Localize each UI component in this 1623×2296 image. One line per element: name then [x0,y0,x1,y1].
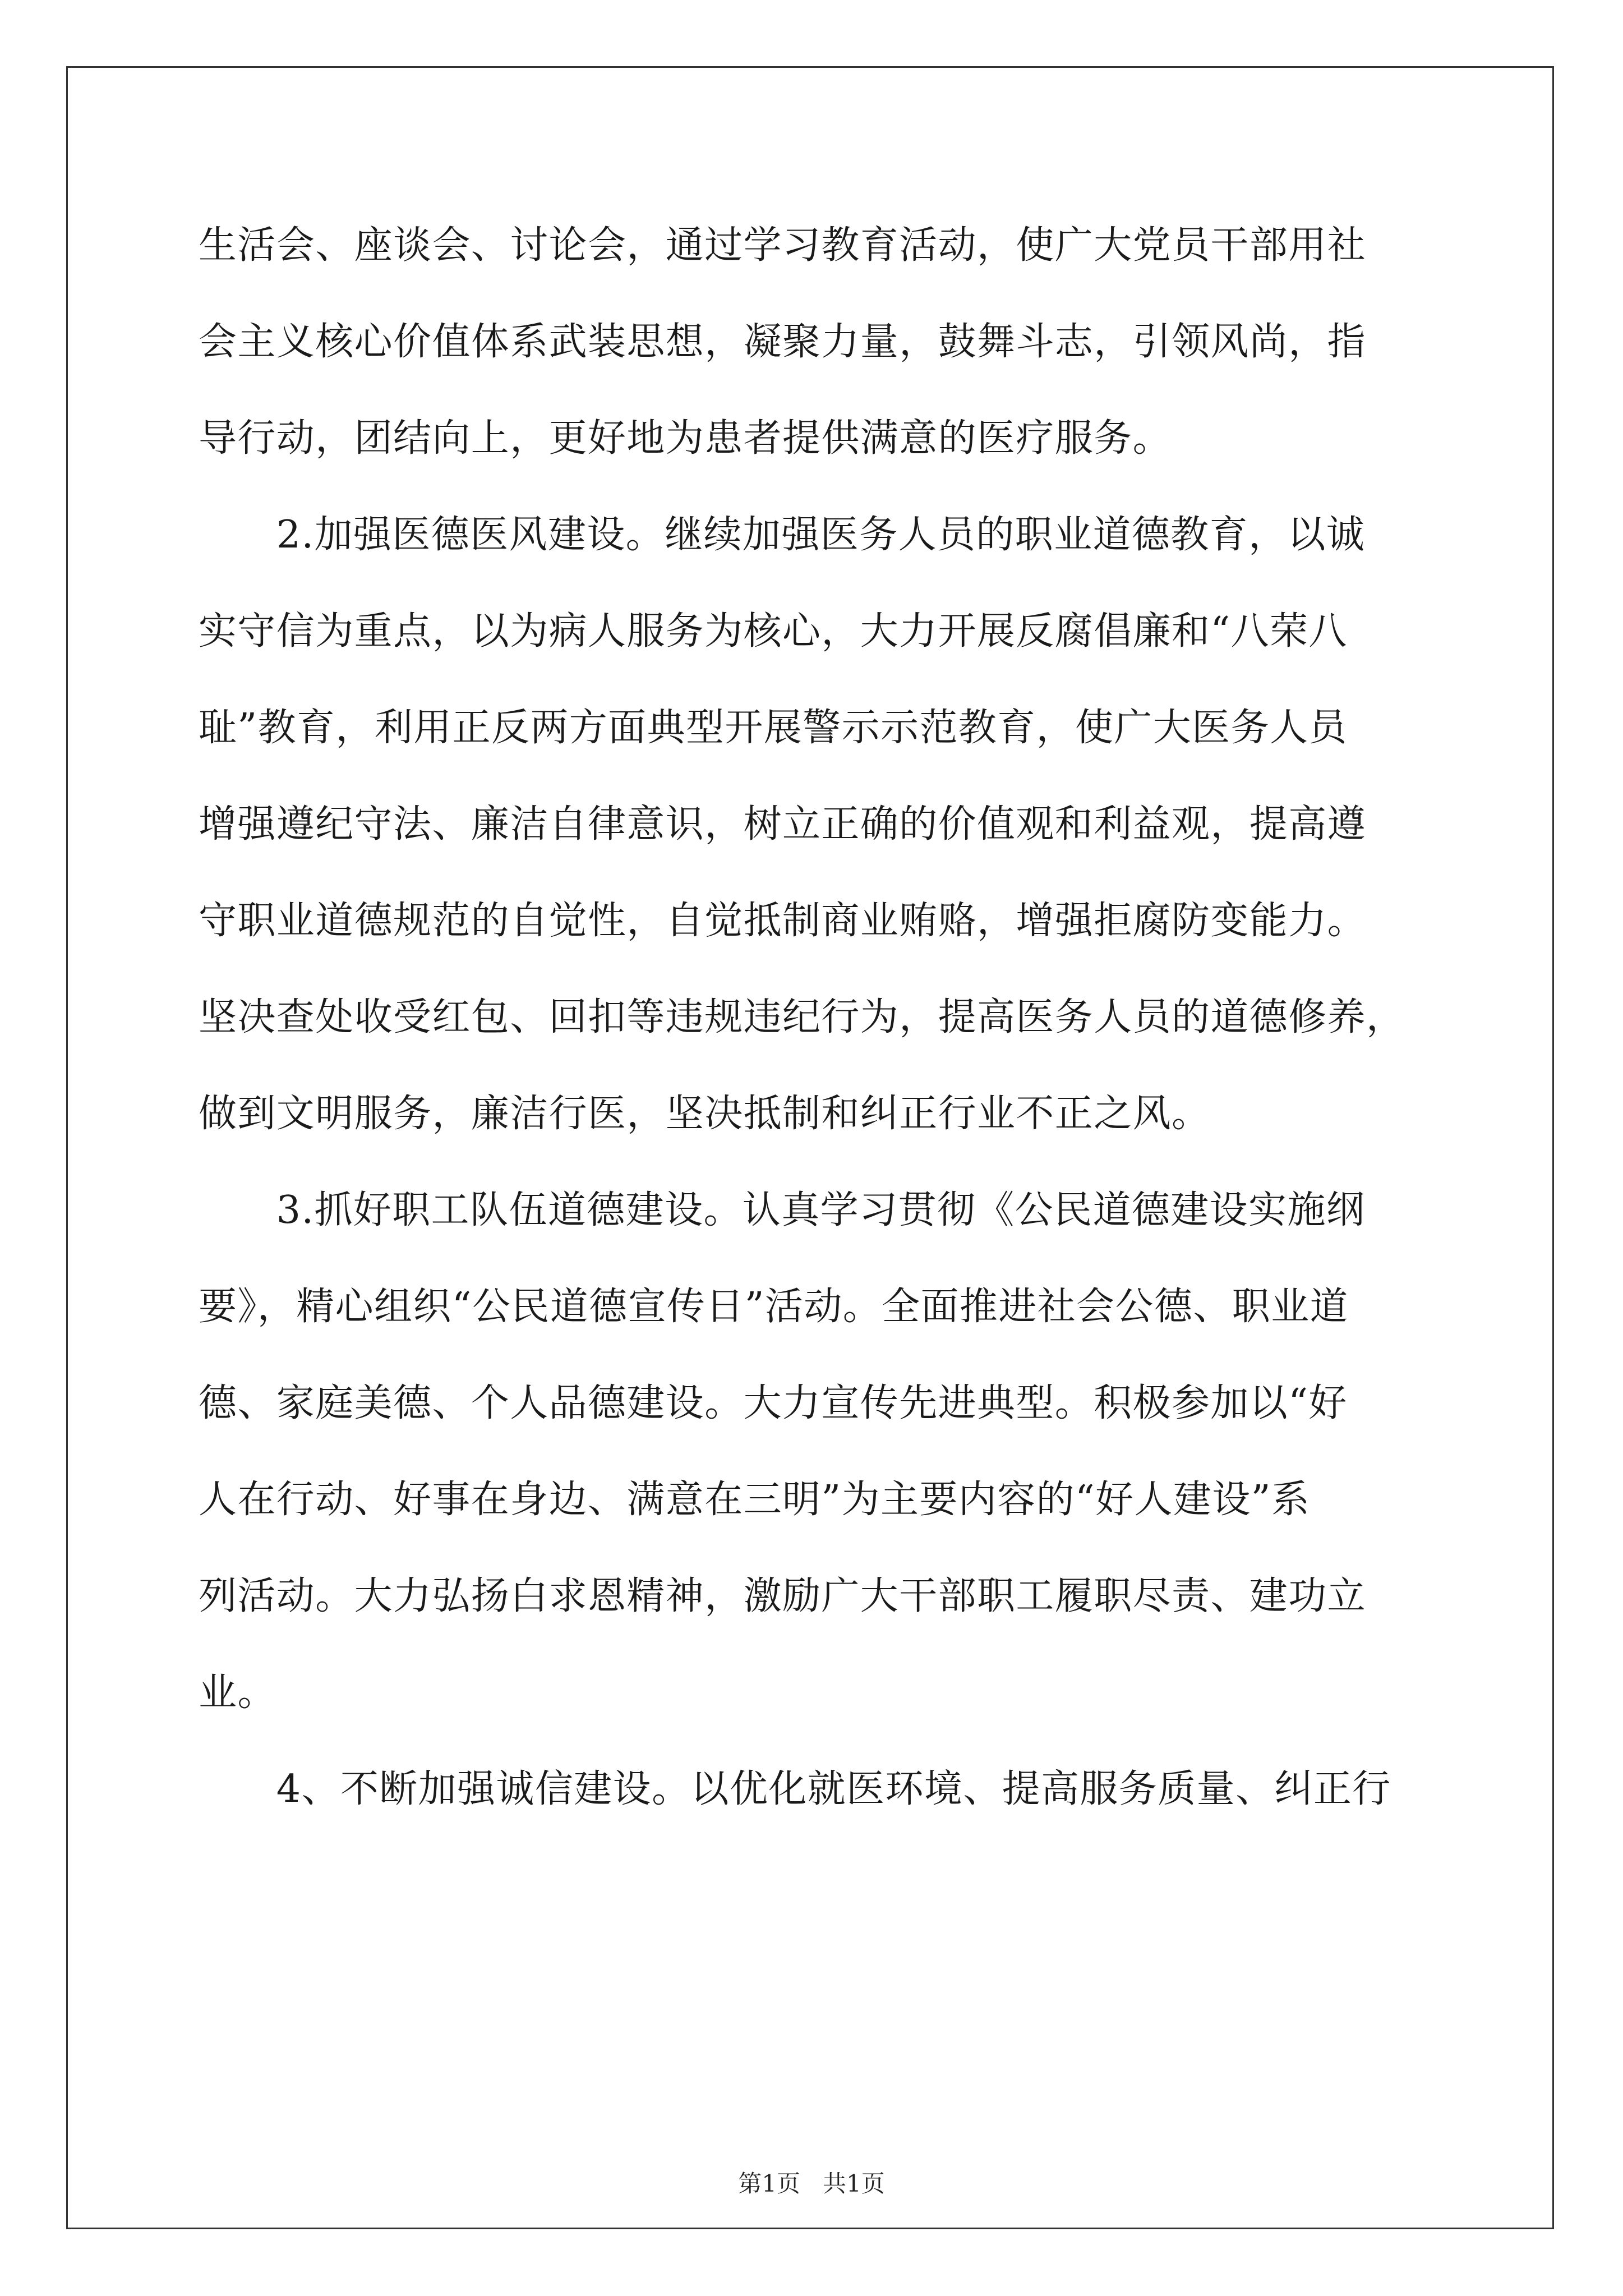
text-line: 列活动。大力弘扬白求恩精神，激励广大干部职工履职尽责、建功立 [199,1574,1367,1618]
page-number: 第1页 [738,2170,800,2197]
text-line: 人在行动、好事在身边、满意在三明”为主要内容的“好人建设”系 [199,1478,1311,1522]
text-line: 增强遵纪守法、廉洁自律意识，树立正确的价值观和利益观，提高遵 [199,802,1367,846]
text-line: 守职业道德规范的自觉性，自觉抵制商业贿赂，增强拒腐防变能力。 [199,899,1367,943]
text-line: 会主义核心价值体系武装思想，凝聚力量，鼓舞斗志，引领风尚，指 [199,320,1367,364]
text-line: 3.抓好职工队伍道德建设。认真学习贯彻《公民道德建设实施纲 [199,1188,1366,1232]
page-total: 共1页 [823,2170,885,2197]
page-footer [0,2165,1623,2199]
text-line: 导行动，团结向上，更好地为患者提供满意的医疗服务。 [199,416,1172,461]
text-line: 坚决查处收受红包、回扣等违规违纪行为，提高医务人员的道德修养， [199,995,1405,1039]
document-body [199,197,1432,1838]
text-line: 4、不断加强诚信建设。以优化就医环境、提高服务质量、纠正行 [199,1767,1391,1811]
text-line: 实守信为重点，以为病人服务为核心，大力开展反腐倡廉和“八荣八 [199,609,1348,654]
text-line: 生活会、座谈会、讨论会，通过学习教育活动，使广大党员干部用社 [199,223,1367,268]
text-line: 耻”教育，利用正反两方面典型开展警示示范教育，使广大医务人员 [199,706,1348,750]
text-line: 要》，精心组织“公民道德宣传日”活动。全面推进社会公德、职业道 [199,1285,1349,1329]
text-line: 做到文明服务，廉洁行医，坚决抵制和纠正行业不正之风。 [199,1092,1211,1136]
text-line: 业。 [199,1671,276,1715]
text-line: 德、家庭美德、个人品德建设。大力宣传先进典型。积极参加以“好 [199,1381,1348,1425]
text-line: 2.加强医德医风建设。继续加强医务人员的职业道德教育，以诚 [199,513,1366,557]
